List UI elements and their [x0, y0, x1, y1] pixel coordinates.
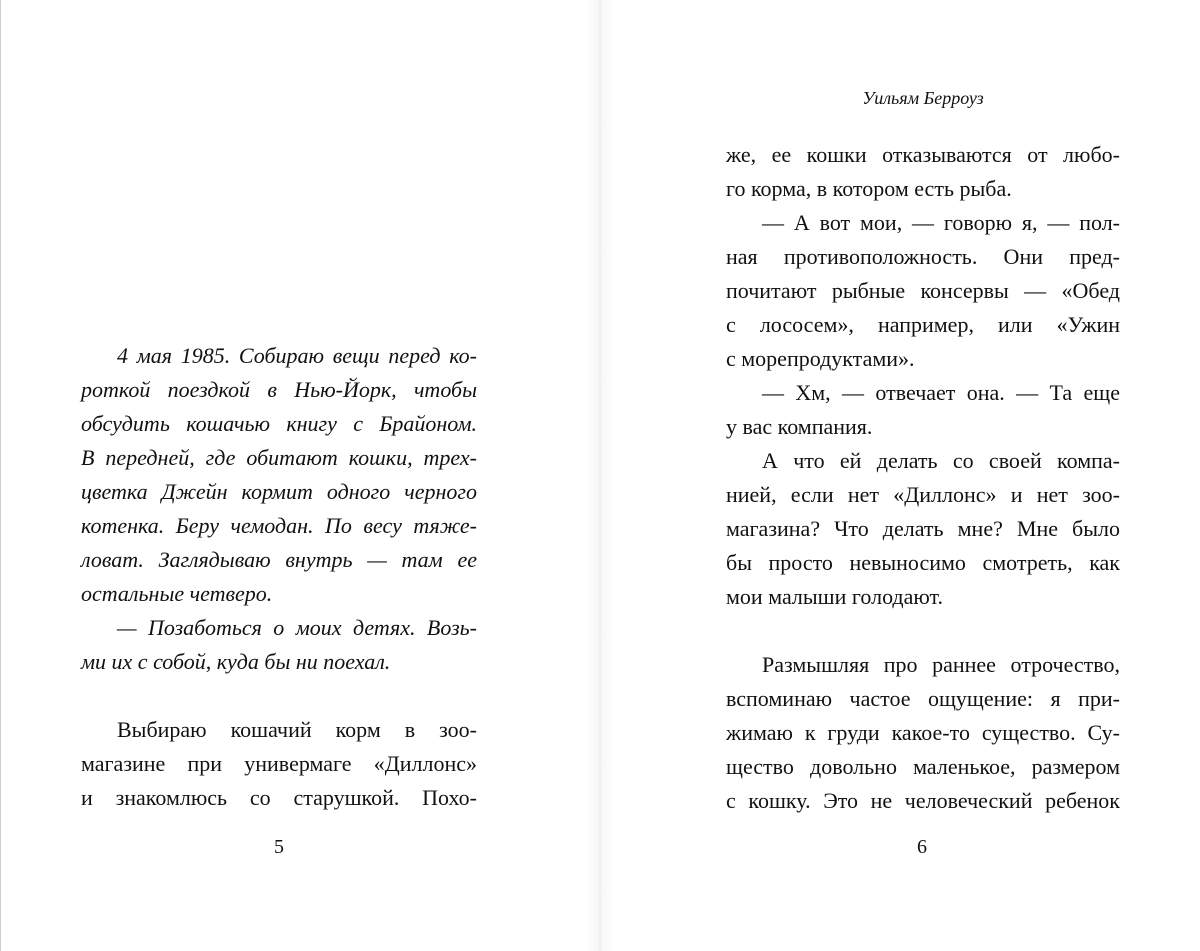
- text-line: ми их с собой, куда бы ни поехал.: [81, 649, 391, 674]
- text-line: магазина? Что делать мне? Мне было: [726, 516, 1120, 541]
- text-line: обсудить кошачью книгу с Брайоном.: [81, 411, 477, 436]
- text-line: ная противоположность. Они пред-: [726, 244, 1120, 269]
- running-head-author: Уильям Берроуз: [862, 88, 984, 108]
- text-line: роткой поездкой в Нью-Йорк, чтобы: [81, 377, 477, 402]
- text-line: остальные четверо.: [81, 581, 273, 606]
- text-line: — Хм, — отвечает она. — Та еще: [762, 380, 1120, 405]
- text-line: бы просто невыносимо смотреть, как: [726, 550, 1120, 575]
- page-number-right: 6: [917, 836, 927, 858]
- page-number-left: 5: [274, 836, 284, 858]
- text-line: магазине при универмаге «Диллонс»: [81, 751, 477, 776]
- text-line: Размышляя про раннее отрочество,: [762, 652, 1120, 677]
- text-line: почитают рыбные консервы — «Обед: [726, 278, 1120, 303]
- text-line: Выбираю кошачий корм в зоо-: [117, 717, 477, 742]
- text-line: щество довольно маленькое, размером: [726, 754, 1120, 779]
- text-line: — А вот мои, — говорю я, — пол-: [762, 210, 1120, 235]
- text-line: же, ее кошки отказываются от любо-: [726, 142, 1120, 167]
- text-line: ловат. Заглядываю внутрь — там ее: [81, 547, 477, 572]
- text-line: жимаю к груди какое-то существо. Су-: [726, 720, 1120, 745]
- text-line: мои малыши голодают.: [726, 584, 943, 609]
- text-line: и знакомлюсь со старушкой. Похо-: [81, 785, 477, 810]
- text-line: — Позаботься о моих детях. Возь-: [117, 615, 477, 640]
- text-line: В передней, где обитают кошки, трех-: [81, 445, 477, 470]
- text-line: у вас компания.: [726, 414, 873, 439]
- text-line: А что ей делать со своей компа-: [762, 448, 1120, 473]
- text-line: вспоминаю частое ощущение: я при-: [726, 686, 1120, 711]
- text-line: котенка. Беру чемодан. По весу тяже-: [81, 513, 477, 538]
- text-line: с морепродуктами».: [726, 346, 915, 371]
- text-line: го корма, в котором есть рыба.: [726, 176, 1012, 201]
- text-line: с кошку. Это не человеческий ребенок: [726, 788, 1120, 813]
- text-line: 4 мая 1985. Собираю вещи перед ко-: [117, 343, 477, 368]
- text-line: с лососем», например, или «Ужин: [726, 312, 1120, 337]
- text-line: нией, если нет «Диллонс» и нет зоо-: [726, 482, 1120, 507]
- text-line: цветка Джейн кормит одного черного: [81, 479, 477, 504]
